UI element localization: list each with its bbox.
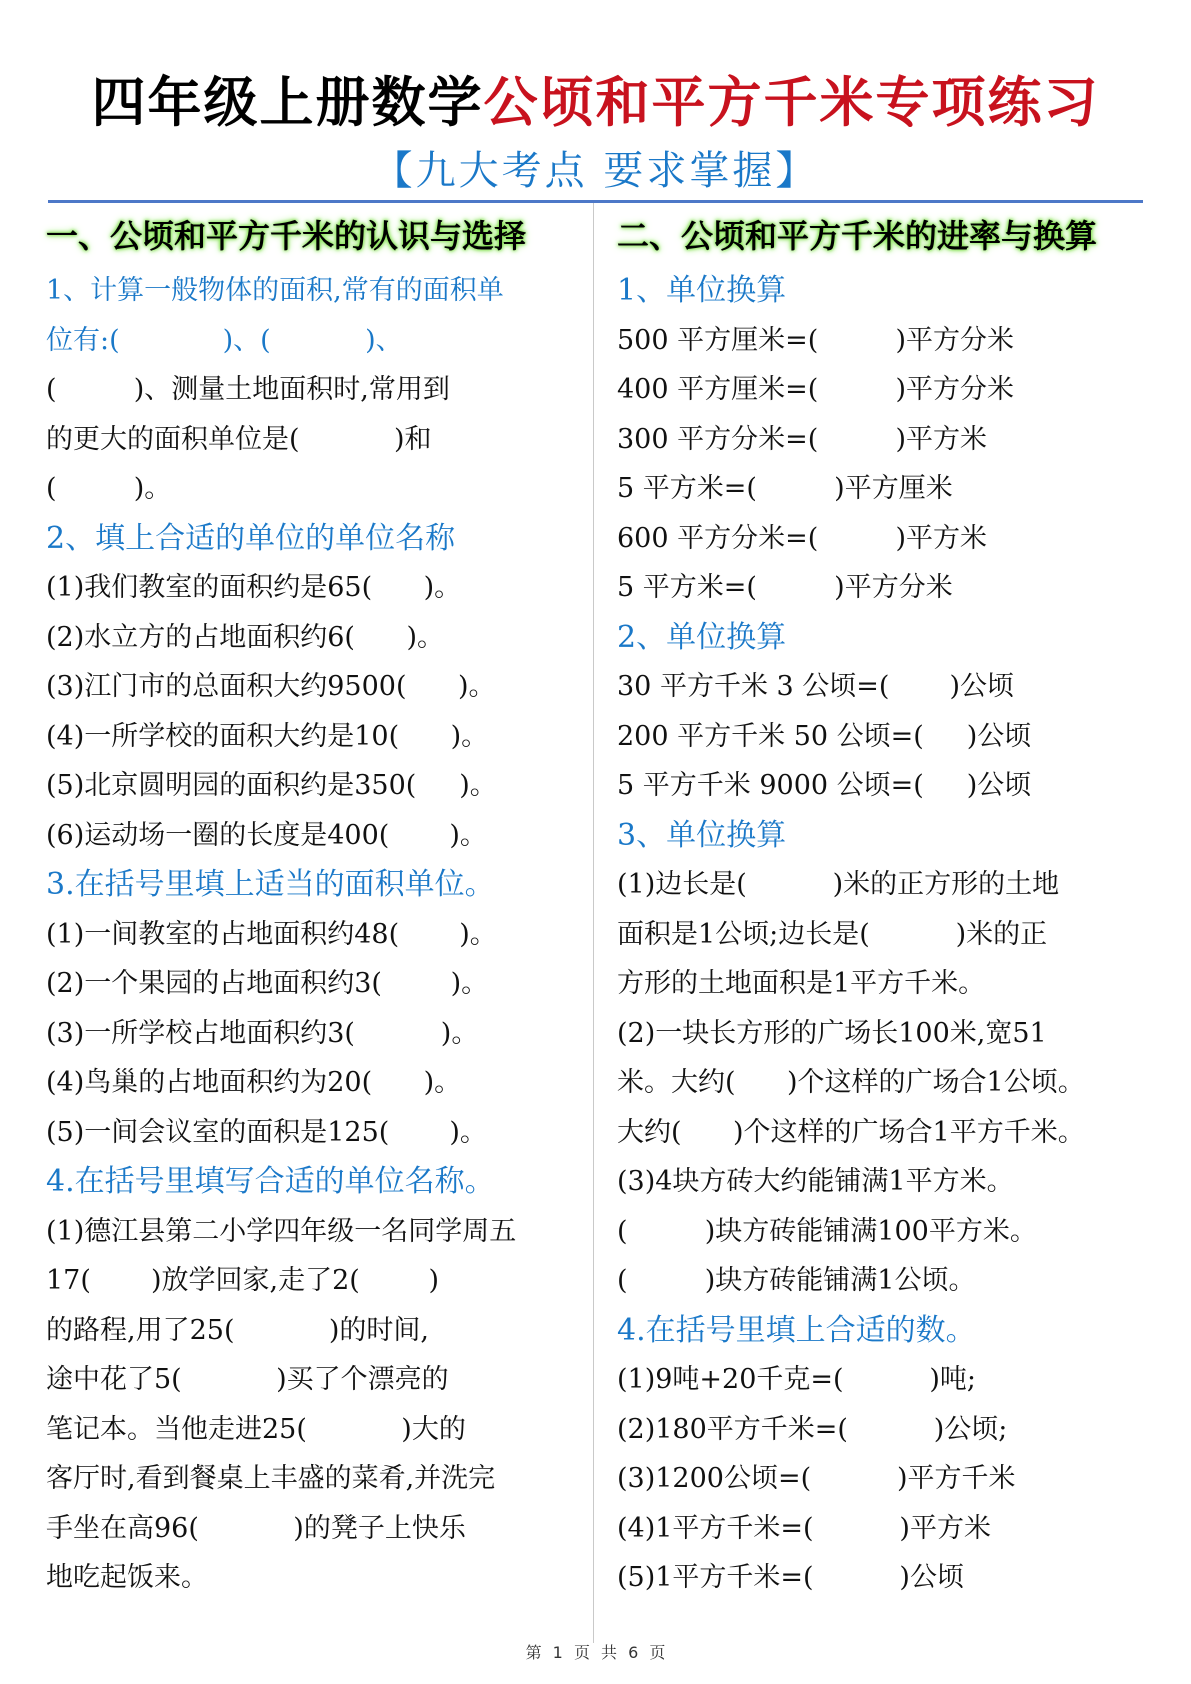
conversion-4-item: (2)180平方千米=( )公顷; <box>617 1413 1008 1445</box>
conversion-3-line: 大约( )个这样的广场合1平方千米。 <box>617 1116 1085 1148</box>
page-number-footer: 第 1 页 共 6 页 <box>525 1643 666 1662</box>
question-2-heading: 2、填上合适的单位的单位名称 <box>46 520 456 556</box>
question-4-heading: 4.在括号里填写合适的单位名称。 <box>46 1164 495 1199</box>
question-1-line: ( )。 <box>46 473 172 504</box>
question-4-line: 的路程,用了25( )的时间, <box>46 1314 429 1346</box>
question-1-block <box>46 266 586 514</box>
question-2-item: (4)一所学校的面积大约是10( )。 <box>46 720 489 752</box>
conversion-2-item: 200 平方千米 50 公顷=( )公顷 <box>617 720 1032 752</box>
conversion-3-line: 方形的土地面积是1平方千米。 <box>617 968 986 999</box>
conversion-1-item: 300 平方分米=( )平方米 <box>617 423 988 455</box>
question-3-item: (3)一所学校占地面积约3( )。 <box>46 1017 479 1049</box>
question-2-item: (6)运动场一圈的长度是400( )。 <box>46 819 487 851</box>
conversion-2-item: 30 平方千米 3 公顷=( )公顷 <box>617 671 1015 702</box>
conversion-3-line: ( )块方砖能铺满1公顷。 <box>617 1265 976 1296</box>
conversion-4-item: (3)1200公顷=( )平方千米 <box>617 1463 1016 1494</box>
question-1-line: ( )、测量土地面积时,常用到 <box>46 374 450 405</box>
conversion-1-item: 500 平方厘米=( )平方分米 <box>617 324 1015 356</box>
column-divider <box>593 203 594 1643</box>
question-3-item: (5)一间会议室的面积是125( )。 <box>46 1116 487 1148</box>
conversion-3-line: (3)4块方砖大约能铺满1平方米。 <box>617 1166 1014 1197</box>
question-2-item: (1)我们教室的面积约是65( )。 <box>46 572 462 603</box>
conversion-1-item: 5 平方米=( )平方厘米 <box>617 473 953 504</box>
conversion-3-line: 面积是1公顷;边长是( )米的正 <box>617 918 1048 950</box>
conversion-1-item: 5 平方米=( )平方分米 <box>617 572 953 603</box>
conversion-4-item: (4)1平方千米=( )平方米 <box>617 1512 991 1544</box>
conversion-3-line: (2)一块长方形的广场长100米,宽51 <box>617 1017 1047 1049</box>
conversion-1-item: 600 平方分米=( )平方米 <box>617 522 988 554</box>
conversion-2-item: 5 平方千米 9000 公顷=( )公顷 <box>617 770 1032 801</box>
question-4-line: 17( )放学回家,走了2( ) <box>46 1265 439 1296</box>
conversion-4-item: (5)1平方千米=( )公顷 <box>617 1562 964 1593</box>
question-2-item: (3)江门市的总面积大约9500( )。 <box>46 671 496 702</box>
conversion-2-block <box>617 613 1177 811</box>
conversion-3-line: (1)边长是( )米的正方形的土地 <box>617 869 1060 900</box>
section-title-recognition: 一、公顷和平方千米的认识与选择 <box>46 217 527 255</box>
question-2-item: (5)北京圆明园的面积约是350( )。 <box>46 770 497 801</box>
question-3-item: (4)鸟巢的占地面积约为20( )。 <box>46 1067 462 1098</box>
question-2-item: (2)水立方的占地面积约6( )。 <box>46 621 444 653</box>
question-3-heading: 3.在括号里填上适当的面积单位。 <box>46 867 495 902</box>
question-4-line: 途中花了5( )买了个漂亮的 <box>46 1364 449 1395</box>
question-4-line: 地吃起饭来。 <box>46 1562 208 1593</box>
question-1-text: 位有:( )、( )、 <box>46 324 403 356</box>
right-column <box>617 206 1177 1603</box>
section-title-conversion: 二、公顷和平方千米的进率与换算 <box>617 217 1098 255</box>
page-title <box>0 68 1191 138</box>
conversion-4-block <box>617 1306 1177 1603</box>
conversion-3-line: 米。大约( )个这样的广场合1公顷。 <box>617 1067 1085 1098</box>
conversion-3-heading: 3、单位换算 <box>617 817 787 853</box>
question-4-line: 客厅时,看到餐桌上丰盛的菜肴,并洗完 <box>46 1463 496 1494</box>
question-4-line: 手坐在高96( )的凳子上快乐 <box>46 1512 466 1544</box>
question-3-item: (2)一个果园的占地面积约3( )。 <box>46 968 489 999</box>
question-3-item: (1)一间教室的占地面积约48( )。 <box>46 918 497 950</box>
question-1-line: 的更大的面积单位是( )和 <box>46 423 432 455</box>
question-4-line: 笔记本。当他走进25( )大的 <box>46 1413 466 1445</box>
question-1-line <box>46 316 586 366</box>
header-rule <box>48 200 1143 203</box>
question-4-line: (1)德江县第二小学四年级一名同学周五 <box>46 1215 517 1247</box>
title-grade-part: 四年级上册数学 <box>91 71 484 134</box>
conversion-4-heading: 4.在括号里填上合适的数。 <box>617 1312 976 1348</box>
question-2-block <box>46 514 586 861</box>
title-topic-part: 公顷和平方千米专项练习 <box>483 71 1100 134</box>
question-1-line: 1、计算一般物体的面积,常有的面积单 <box>46 275 504 306</box>
conversion-2-heading: 2、单位换算 <box>617 619 787 655</box>
left-column <box>46 206 586 1603</box>
conversion-1-block <box>617 266 1177 613</box>
question-3-block <box>46 860 586 1157</box>
page-subtitle: 【九大考点 要求掌握】 <box>372 148 819 194</box>
conversion-3-block <box>617 811 1177 1306</box>
conversion-1-item: 400 平方厘米=( )平方分米 <box>617 374 1015 405</box>
conversion-4-item: (1)9吨+20千克=( )吨; <box>617 1364 977 1395</box>
conversion-3-line: ( )块方砖能铺满100平方米。 <box>617 1215 1037 1247</box>
question-4-block <box>46 1157 586 1603</box>
conversion-1-heading: 1、单位换算 <box>617 273 787 308</box>
